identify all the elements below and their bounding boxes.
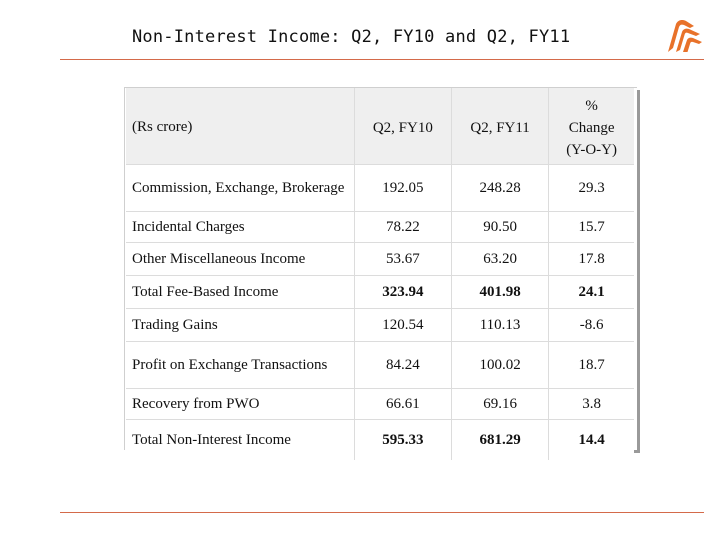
cell-q2fy10: 120.54 [354,309,451,342]
cell-q2fy10: 66.61 [354,389,451,420]
header-change [549,88,634,165]
row-label: Profit on Exchange Transactions [126,342,354,389]
row-label: Total Non-Interest Income [126,420,354,461]
cell-change: 24.1 [549,276,634,309]
bank-of-baroda-logo-icon [664,18,704,54]
cell-q2fy10: 595.33 [354,420,451,461]
table-row [126,212,634,243]
cell-change: 15.7 [549,212,634,243]
cell-q2fy10: 53.67 [354,243,451,276]
cell-q2fy10: 192.05 [354,165,451,212]
cell-q2fy11: 90.50 [451,212,548,243]
table-row [126,276,634,309]
cell-q2fy10: 323.94 [354,276,451,309]
header-change-line2: Change [568,120,615,136]
table-row [126,243,634,276]
cell-q2fy11: 100.02 [451,342,548,389]
cell-q2fy11: 681.29 [451,420,548,461]
cell-change: 3.8 [549,389,634,420]
cell-q2fy11: 401.98 [451,276,548,309]
title-divider [60,59,704,60]
cell-q2fy10: 78.22 [354,212,451,243]
cell-change: 17.8 [549,243,634,276]
table-row [126,389,634,420]
table-row [126,342,634,389]
cell-change: -8.6 [549,309,634,342]
header-unit: (Rs crore) [126,88,354,165]
row-label: Commission, Exchange, Brokerage [126,165,354,212]
cell-q2fy10: 84.24 [354,342,451,389]
cell-change: 29.3 [549,165,634,212]
row-label: Trading Gains [126,309,354,342]
row-label: Total Fee-Based Income [126,276,354,309]
cell-q2fy11: 248.28 [451,165,548,212]
row-label: Recovery from PWO [126,389,354,420]
cell-q2fy11: 110.13 [451,309,548,342]
cell-q2fy11: 63.20 [451,243,548,276]
cell-q2fy11: 69.16 [451,389,548,420]
header-q2fy10: Q2, FY10 [354,88,451,165]
header-q2fy11: Q2, FY11 [451,88,548,165]
non-interest-income-table [126,88,634,460]
footer-divider [60,512,704,513]
page-title: Non-Interest Income: Q2, FY10 and Q2, FY11 [132,27,571,47]
cell-change: 14.4 [549,420,634,461]
header-change-line1: % [585,98,598,114]
table-row [126,165,634,212]
header-change-line3: (Y-O-Y) [566,142,618,158]
table-row [126,309,634,342]
table-row [126,420,634,461]
row-label: Incidental Charges [126,212,354,243]
row-label: Other Miscellaneous Income [126,243,354,276]
cell-change: 18.7 [549,342,634,389]
table-header-row [126,88,634,165]
